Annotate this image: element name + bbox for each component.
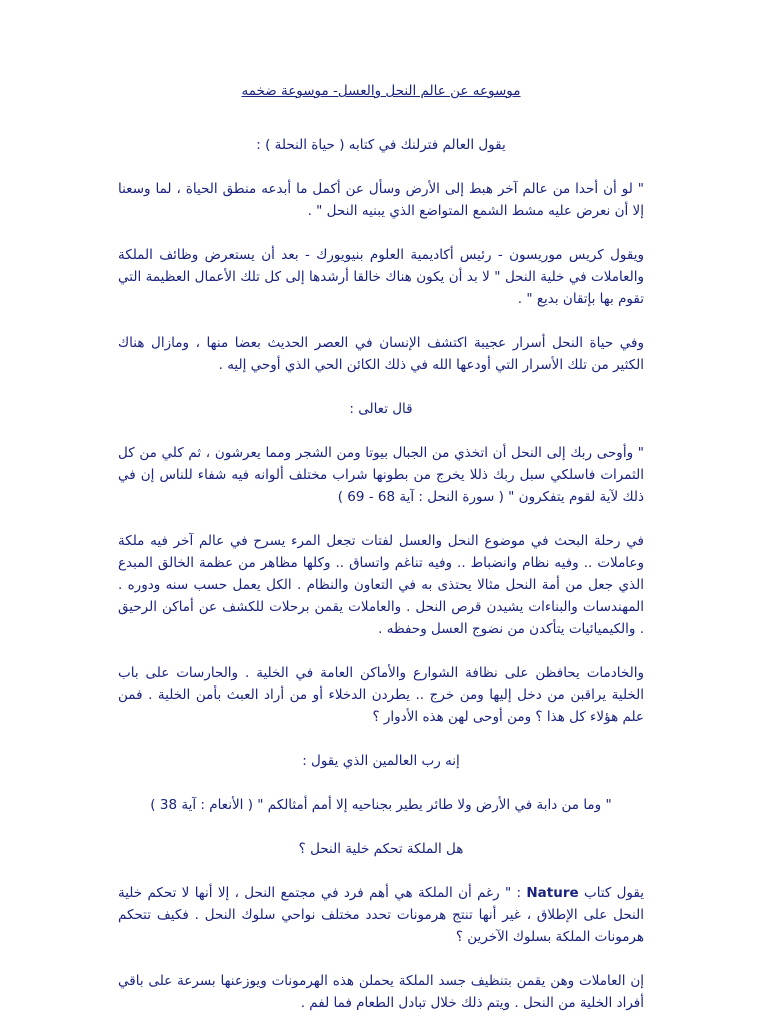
paragraph-servants-guards: والخادمات يحافظن على نظافة الشوارع والأماكن العامة في الخلية . والحارسات على باب الخلية يراقبن من دخل إليها ومن خرج .. يطردن الدخلاء أو من أراد العبث بأمن الخلية . فمن علم هؤلاء كل هذا ؟ ومن أوحى لهن هذه الأدوار ؟ — [118, 665, 644, 725]
paragraph-morrison-quote: ويقول كريس موريسون - رئيس أكاديمية العلوم بنيويورك - بعد أن يستعرض وظائف الملكة والعاملات في خلية النحل " لا بد أن يكون هناك خالقا أرشدها إلى كل تلك الأعمال العظيمة التي تقوم بها بإتقان بديع " . — [118, 247, 644, 307]
nature-book-quote: : " رغم أن الملكة هي أهم فرد في مجتمع النحل ، إلا أنها لا تحكم خلية النحل على الإطلاق ، غير أنها تنتج هرمونات تحدد مختلف نواحي سلوك النحل . فكيف تتحكم هرمونات الملكة بسلوك الآخرين ؟ — [118, 885, 644, 945]
paragraph-surah-nahl-verse: " وأوحى ربك إلى النحل أن اتخذي من الجبال بيوتا ومن الشجر ومما يعرشون ، ثم كلي من كل الثمرات فاسلكي سبل ربك ذللا يخرج من بطونها شراب مختلف ألوانه فيه شفاء للناس إن في ذلك لآية لقوم يتفكرون " ( سورة النحل : آية 68 - 69 ) — [118, 445, 644, 505]
paragraph-intro-quote-source: يقول العالم فترلنك في كتابه ( حياة النحلة ) : — [256, 137, 506, 153]
paragraph-qala-taala: قال تعالى : — [349, 401, 413, 417]
paragraph-research-journey: في رحلة البحث في موضوع النحل والعسل لفتات تجعل المرء يسرح في عالم آخر فيه ملكة وعاملات .. وفيه نظام وانضباط .. وفيه تناغم واتساق .. وكلها مظاهر من عظمة الخالق المبدع الذي جعل من أمة النحل مثالا يحتذى به في التعاون والنظام . الكل يعمل حسب سنه ودوره . المهندسات والبناءات يشيدن قرص النحل . والعاملات يقمن برحلات للكشف عن أماكن الرحيق . والكيميائيات يتأكدن من نضوج العسل وحفظه . — [118, 533, 644, 637]
paragraph-nature-book — [118, 882, 644, 948]
nature-book-title: Nature — [526, 885, 579, 901]
document-title: موسوعه عن عالم النحل والعسل- موسوعة ضخمه — [241, 83, 521, 99]
paragraph-maeterlinck-quote: " لو أن أحدا من عالم آخر هبط إلى الأرض وسأل عن أكمل ما أبدعه منطق الحياة ، لما وسعنا إلا أن نعرض عليه مشط الشمع المتواضع الذي يبنيه النحل " . — [118, 181, 644, 219]
paragraph-lord-of-worlds: إنه رب العالمين الذي يقول : — [302, 753, 460, 769]
nature-book-intro: يقول كتاب — [583, 885, 644, 901]
paragraph-bee-secrets: وفي حياة النحل أسرار عجيبة اكتشف الإنسان في العصر الحديث بعضا منها ، ومازال هناك الكثير من تلك الأسرار التي أودعها الله في ذلك الكائن الحي الذي أوحي إليه . — [118, 335, 644, 373]
paragraph-surah-anam-verse: " وما من دابة في الأرض ولا طائر يطير بجناحيه إلا أمم أمثالكم " ( الأنعام : آية 38 ) — [150, 797, 612, 813]
paragraph-workers-hormones: إن العاملات وهن يقمن بتنظيف جسد الملكة يحملن هذه الهرمونات ويوزعنها بسرعة على باقي أفراد الخلية من النحل . ويتم ذلك خلال تبادل الطعام فما لفم . — [118, 973, 644, 1011]
paragraph-queen-question: هل الملكة تحكم خلية النحل ؟ — [298, 841, 464, 857]
document-page — [118, 80, 644, 1036]
